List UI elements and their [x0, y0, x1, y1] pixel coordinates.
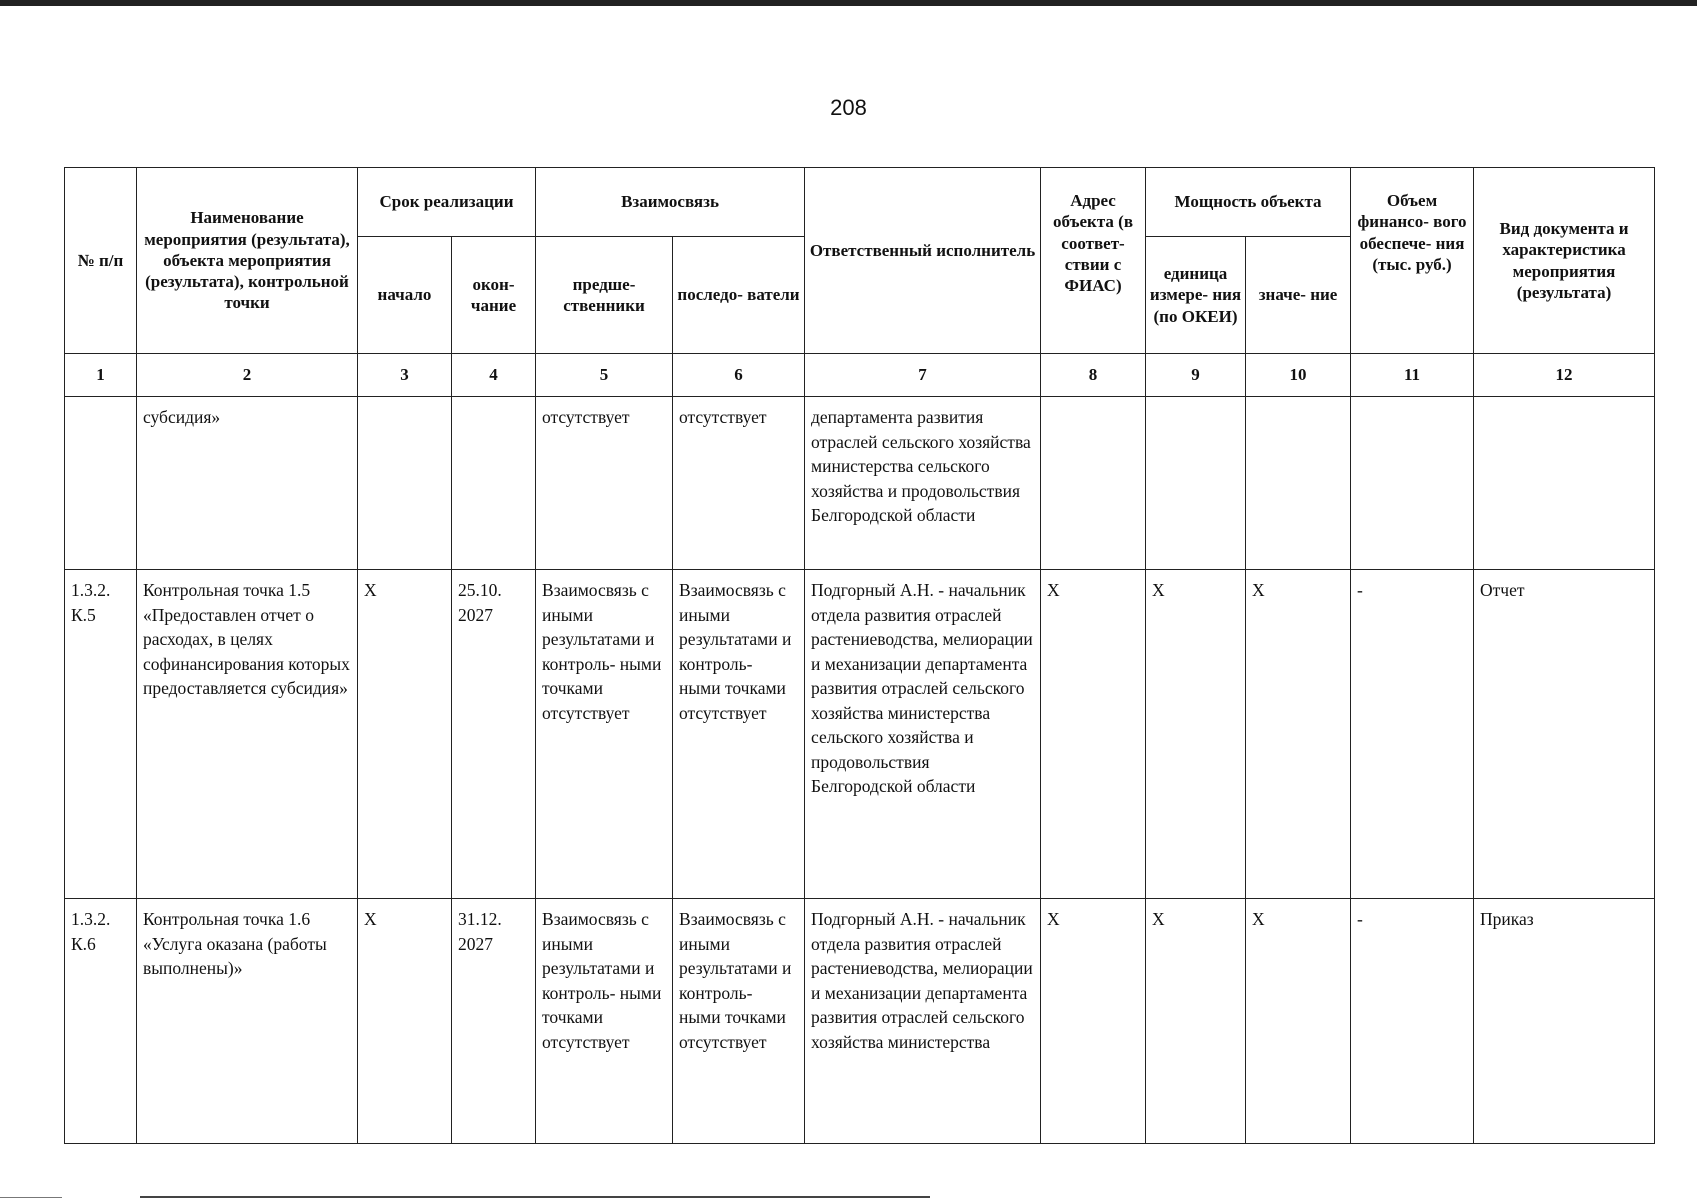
header-start: начало [358, 237, 452, 354]
cell-responsible: департамента развития отраслей сельского хозяйства министерства сельского хозяйства и продовольствия Белгородской области [805, 397, 1041, 570]
header-address: Адрес объекта (в соответ- ствии с ФИАС) [1041, 168, 1146, 354]
activities-table [64, 167, 1655, 1144]
cell-predecessors: Взаимосвязь с иными результатами и контроль- ными точками отсутствует [536, 899, 673, 1144]
cell-end: 25.10. 2027 [452, 570, 536, 899]
header-name: Наименование мероприятия (результата), объекта мероприятия (результата), контрольной точки [137, 168, 358, 354]
cell-doc [1474, 397, 1655, 570]
cell-unit [1146, 397, 1246, 570]
cell-address: X [1041, 899, 1146, 1144]
cell-value [1246, 397, 1351, 570]
header-link: Взаимосвязь [536, 168, 805, 237]
cell-value: X [1246, 570, 1351, 899]
column-number: 4 [452, 354, 536, 397]
cell-start: X [358, 899, 452, 1144]
cell-no: 1.3.2. К.6 [65, 899, 137, 1144]
column-number: 1 [65, 354, 137, 397]
page-number: 208 [830, 95, 867, 120]
cell-finance: - [1351, 899, 1474, 1144]
header-period: Срок реализации [358, 168, 536, 237]
cell-responsible: Подгорный А.Н. - начальник отдела развития отраслей растениеводства, мелиорации и механизации департамента развития отраслей сельского хозяйства министерства [805, 899, 1041, 1144]
cell-name: субсидия» [137, 397, 358, 570]
cell-name: Контрольная точка 1.5 «Предоставлен отчет о расходах, в целях софинансирования которых предоставляется субсидия» [137, 570, 358, 899]
cell-end [452, 397, 536, 570]
cell-doc: Отчет [1474, 570, 1655, 899]
table-row [65, 397, 1655, 570]
footer-rule-left [0, 1197, 62, 1198]
column-number: 9 [1146, 354, 1246, 397]
column-number: 5 [536, 354, 673, 397]
cell-end: 31.12. 2027 [452, 899, 536, 1144]
cell-successors: Взаимосвязь с иными результатами и контроль- ными точками отсутствует [673, 899, 805, 1144]
cell-doc: Приказ [1474, 899, 1655, 1144]
cell-no: 1.3.2. К.5 [65, 570, 137, 899]
footer-rule [140, 1196, 930, 1198]
column-number: 7 [805, 354, 1041, 397]
cell-name: Контрольная точка 1.6 «Услуга оказана (работы выполнены)» [137, 899, 358, 1144]
header-doc: Вид документа и характеристика мероприятия (результата) [1474, 168, 1655, 354]
column-number: 8 [1041, 354, 1146, 397]
column-number: 12 [1474, 354, 1655, 397]
cell-unit: X [1146, 570, 1246, 899]
cell-responsible: Подгорный А.Н. - начальник отдела развития отраслей растениеводства, мелиорации и механизации департамента развития отраслей сельского хозяйства министерства сельского хозяйства и продовольствия Белгородской области [805, 570, 1041, 899]
column-number: 11 [1351, 354, 1474, 397]
top-border-line [0, 0, 1697, 6]
header-no: № п/п [65, 168, 137, 354]
cell-predecessors: Взаимосвязь с иными результатами и контроль- ными точками отсутствует [536, 570, 673, 899]
cell-address [1041, 397, 1146, 570]
column-number: 2 [137, 354, 358, 397]
cell-successors: отсутствует [673, 397, 805, 570]
cell-no [65, 397, 137, 570]
table-row [65, 570, 1655, 899]
column-numbers-row [65, 354, 1655, 397]
cell-start [358, 397, 452, 570]
cell-finance [1351, 397, 1474, 570]
cell-unit: X [1146, 899, 1246, 1144]
header-row-1 [65, 168, 1655, 237]
cell-finance: - [1351, 570, 1474, 899]
header-unit: единица измере- ния (по ОКЕИ) [1146, 237, 1246, 354]
cell-address: X [1041, 570, 1146, 899]
cell-successors: Взаимосвязь с иными результатами и контроль- ными точками отсутствует [673, 570, 805, 899]
header-capacity: Мощность объекта [1146, 168, 1351, 237]
header-successors: последо- ватели [673, 237, 805, 354]
header-predecessors: предше- ственники [536, 237, 673, 354]
header-finance: Объем финансо- вого обеспече- ния (тыс. руб.) [1351, 168, 1474, 354]
cell-value: X [1246, 899, 1351, 1144]
header-value: значе- ние [1246, 237, 1351, 354]
header-responsible: Ответственный исполнитель [805, 168, 1041, 354]
column-number: 10 [1246, 354, 1351, 397]
cell-start: X [358, 570, 452, 899]
header-end: окон- чание [452, 237, 536, 354]
column-number: 3 [358, 354, 452, 397]
column-number: 6 [673, 354, 805, 397]
cell-predecessors: отсутствует [536, 397, 673, 570]
table-row [65, 899, 1655, 1144]
